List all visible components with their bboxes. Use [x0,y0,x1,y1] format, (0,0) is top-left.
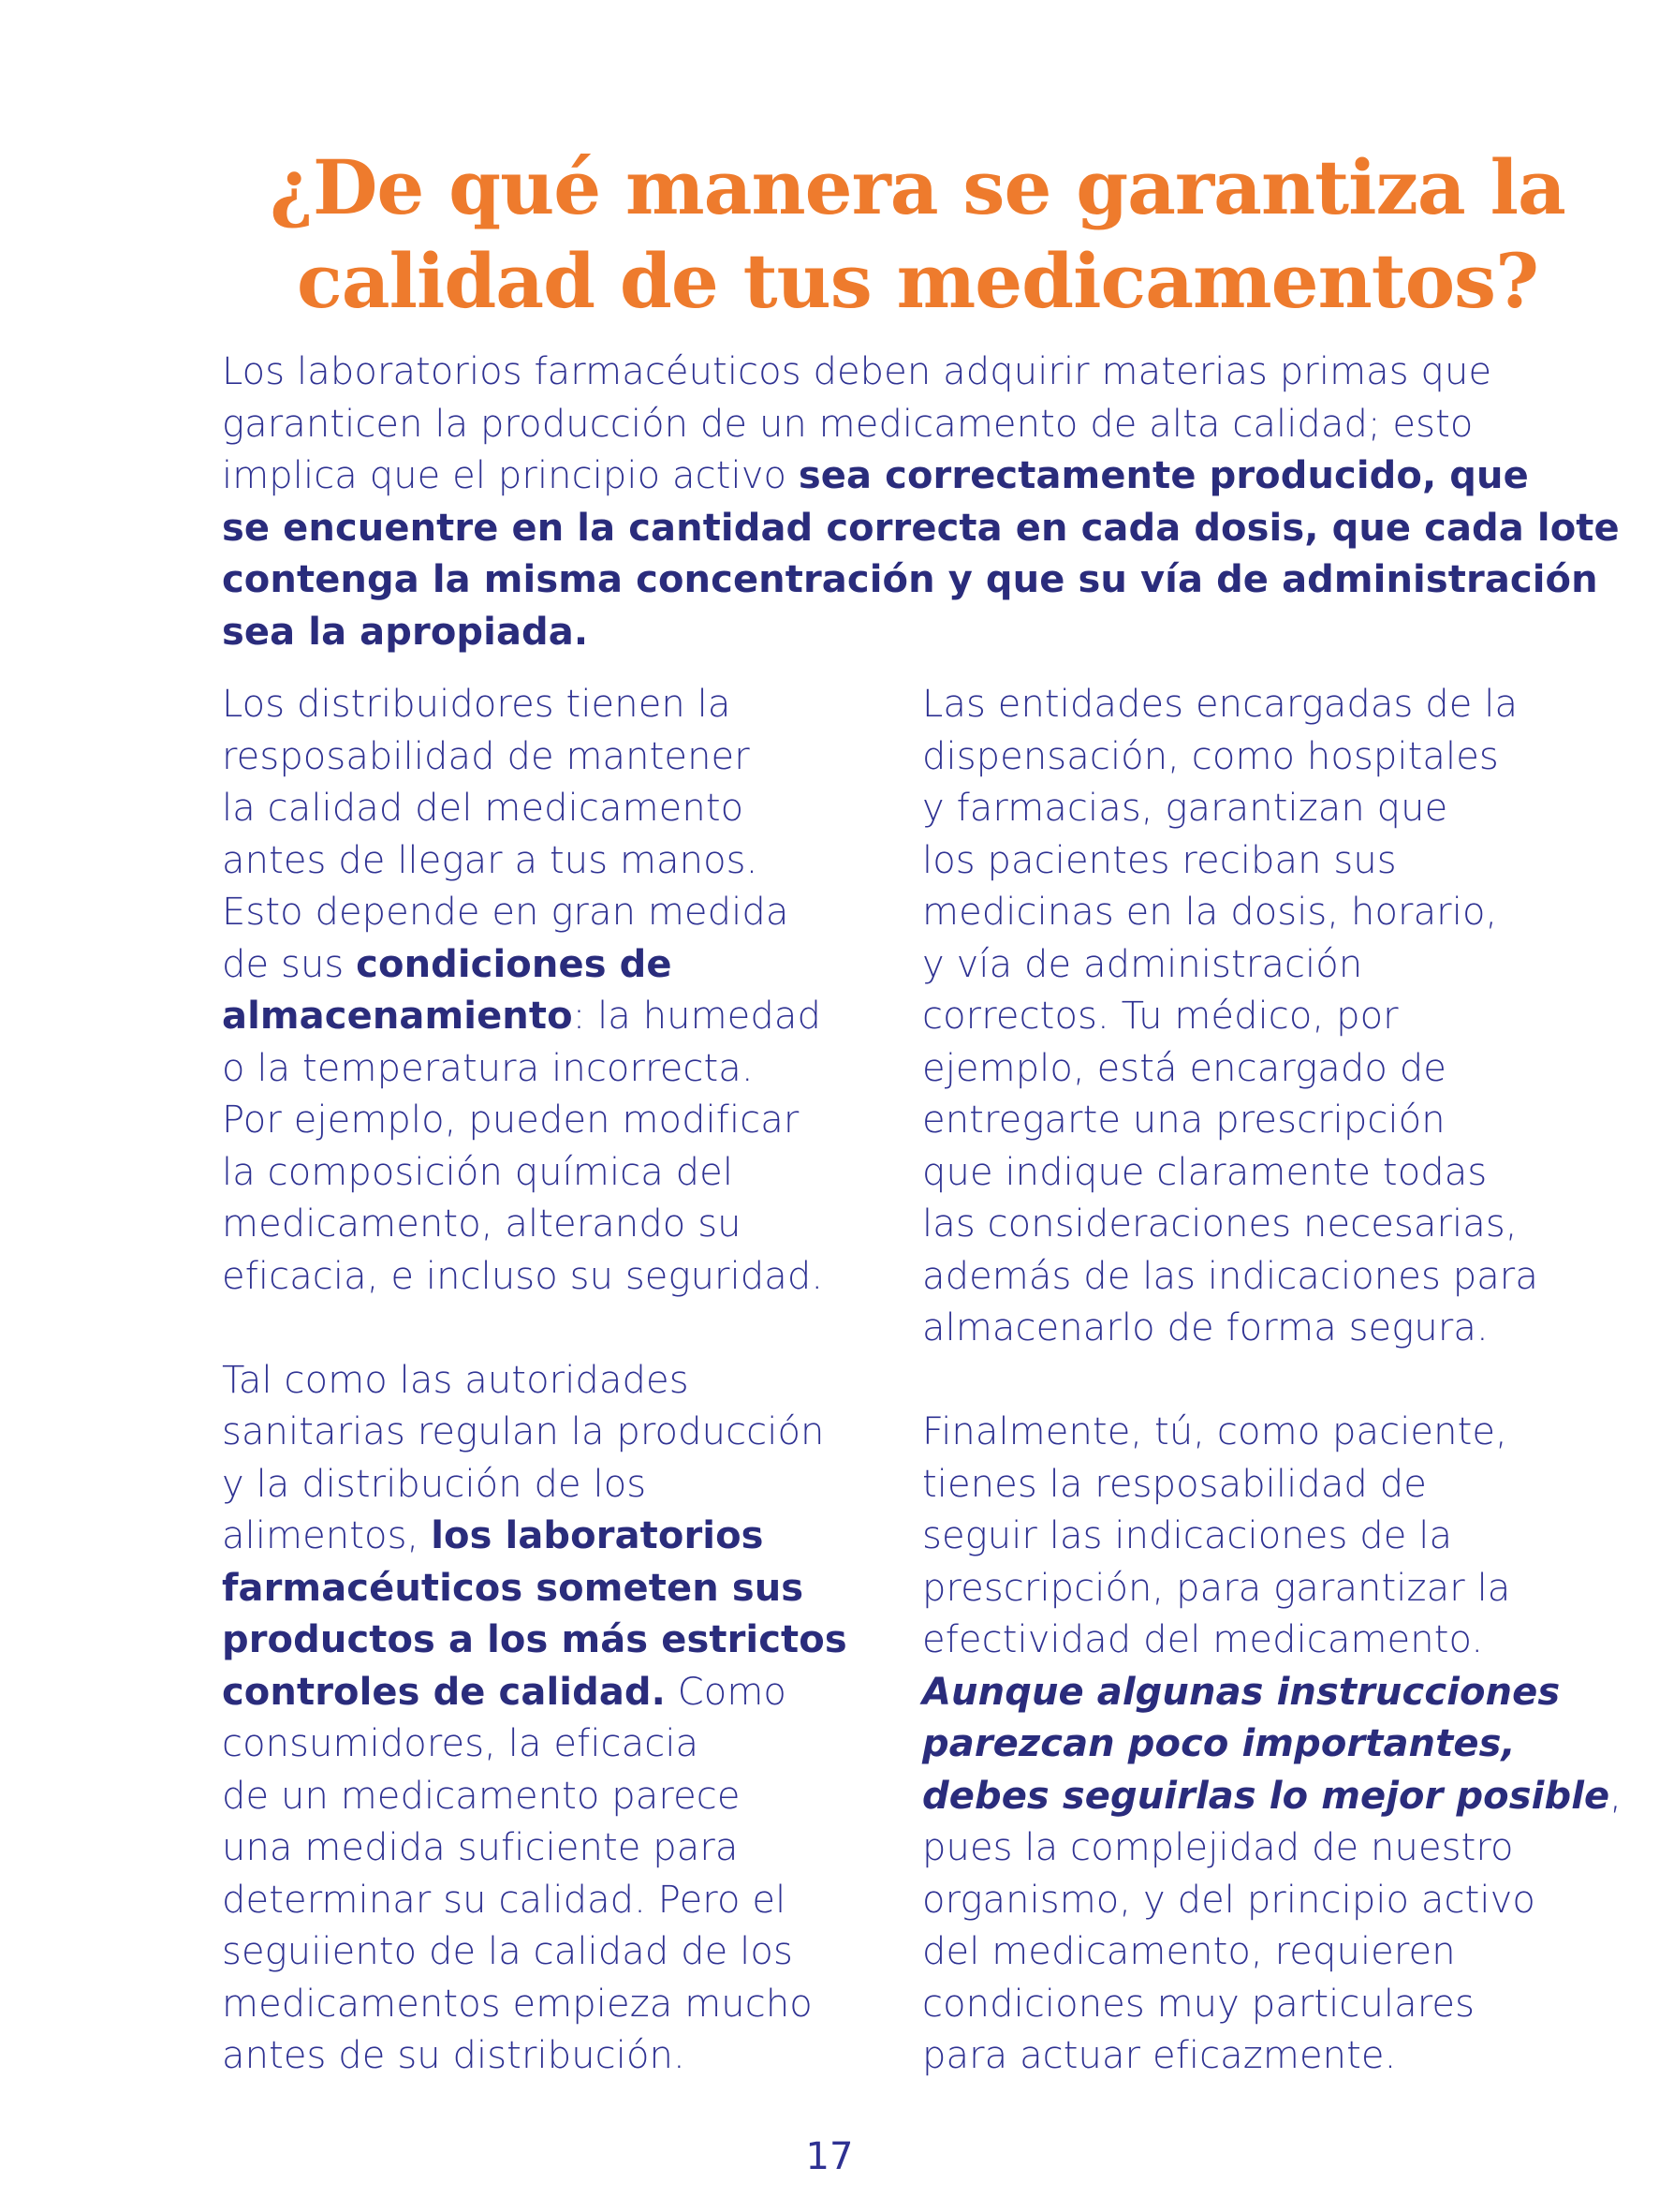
text-line: para actuar eficazmente. [922,2034,1397,2077]
text-line: ejemplo, está encargado de [922,1046,1446,1090]
text-line: sanitarias regulan la producción [222,1410,825,1453]
text-line [922,1667,1634,1719]
text-line: entregarte una prescripción [922,1099,1446,1142]
text-line: medicamentos empieza mucho [222,1982,813,2026]
emphasis-text: sea la apropiada. [222,610,589,654]
text-line: medicamento, alterando su [222,1202,741,1246]
text-line: organismo, y del principio activo [922,1878,1535,1922]
text-line: garanticen la producción de un medicamento de alta calidad; esto [222,402,1474,446]
emphasis-text: controles de calidad. [222,1670,666,1714]
text-line: seguiiento de la calidad de los [222,1930,793,1973]
text-line: Las entidades encargadas de la [922,683,1519,726]
text-line: almacenarlo de forma segura. [922,1306,1489,1349]
emphasis-text: condiciones de [356,942,672,986]
text-line: dispensación, como hospitales [922,734,1499,778]
text-line: Finalmente, tú, como paciente, [922,1410,1507,1453]
text-line: efectividad del medicamento. [922,1618,1484,1661]
right-paragraph-dispensers [922,679,1634,1355]
text-line [222,1615,877,1667]
text-line [222,450,1570,503]
text-line: la composición química del [222,1150,734,1194]
text-line: Tal como las autoridades [222,1358,689,1402]
text-fragment: Como [665,1670,786,1714]
text-line: Los distribuidores tienen la [222,683,731,726]
text-line [222,1511,877,1563]
title-line-2: calidad de tus medicamentos? [297,237,1538,325]
emphasis-text: almacenamiento [222,995,573,1038]
text-line: consumidores, la eficacia [222,1722,699,1765]
text-line: o la temperatura incorrecta. [222,1046,754,1090]
text-line [222,554,1598,607]
text-line: determinar su calidad. Pero el [222,1878,786,1922]
text-line [222,991,877,1043]
text-line: y vía de administración [922,942,1363,986]
text-line [222,607,1570,659]
text-line: y la distribución de los [222,1462,647,1506]
text-line: además de las indicaciones para [922,1254,1538,1298]
text-line: antes de su distribución. [222,2034,685,2077]
text-line: correctos. Tu médico, por [922,995,1399,1038]
emphasis-text: sea correctamente producido, que [798,454,1529,497]
text-line: del medicamento, requieren [922,1930,1456,1973]
page-title [187,140,1648,328]
text-line: Por ejemplo, pueden modificar [222,1099,800,1142]
emphasis-text: los laboratorios [431,1514,764,1557]
text-line: condiciones muy particulares [922,1982,1475,2026]
emphasis-text: productos a los más estrictos [222,1618,847,1661]
text-line [922,1718,1634,1771]
emphasis-text: contenga la misma concentración y que su vía de administración [222,558,1598,601]
text-line: y farmacias, garantizan que [922,787,1448,830]
paragraph-gap [922,1355,1634,1408]
text-line [222,939,877,992]
text-line: medicinas en la dosis, horario, [922,891,1498,934]
text-line [222,503,1620,555]
text-line: prescripción, para garantizar la [922,1566,1511,1610]
title-line-1: ¿De qué manera se garantiza la [270,143,1565,231]
emphasis-italic-text: debes seguirlas lo mejor posible [922,1774,1610,1818]
left-paragraph-laboratories [222,1355,877,2083]
emphasis-italic-text: Aunque algunas instrucciones [922,1670,1561,1714]
right-paragraph-patient [922,1407,1634,2083]
text-line: las consideraciones necesarias, [922,1202,1518,1246]
page-number: 17 [805,2135,854,2178]
text-line: una medida suficiente para [222,1826,739,1869]
text-fragment: , [1609,1774,1622,1818]
text-fragment: : la humedad [572,995,821,1038]
text-line: Esto depende en gran medida [222,891,789,934]
emphasis-italic-text: parezcan poco importantes, [922,1722,1516,1765]
paragraph-gap [222,1303,877,1355]
text-line: resposabilidad de mantener [222,734,750,778]
text-line: Los laboratorios farmacéuticos deben adquirir materias primas que [222,350,1492,393]
text-line: los pacientes reciban sus [922,838,1397,882]
text-line: que indique claramente todas [922,1150,1488,1194]
text-line [222,1563,877,1615]
left-paragraph-distributors [222,679,877,1303]
text-line: antes de llegar a tus manos. [222,838,758,882]
text-fragment: implica que el principio activo [222,454,799,497]
text-line: pues la complejidad de nuestro [922,1826,1514,1869]
text-line: la calidad del medicamento [222,787,744,830]
right-column [922,679,1634,2083]
emphasis-text: se encuentre en la cantidad correcta en cada dosis, que cada lote [222,506,1620,550]
text-line: tienes la resposabilidad de [922,1462,1427,1506]
text-line [922,1771,1634,1823]
text-fragment: alimentos, [222,1514,432,1557]
text-line: de un medicamento parece [222,1774,741,1818]
emphasis-text: farmacéuticos someten sus [222,1566,804,1610]
left-column [222,679,877,2083]
intro-paragraph [222,347,1620,658]
text-line: seguir las indicaciones de la [922,1514,1453,1557]
text-line: eficacia, e incluso su seguridad. [222,1254,824,1298]
text-line [222,1667,877,1719]
text-fragment: de sus [222,942,357,986]
